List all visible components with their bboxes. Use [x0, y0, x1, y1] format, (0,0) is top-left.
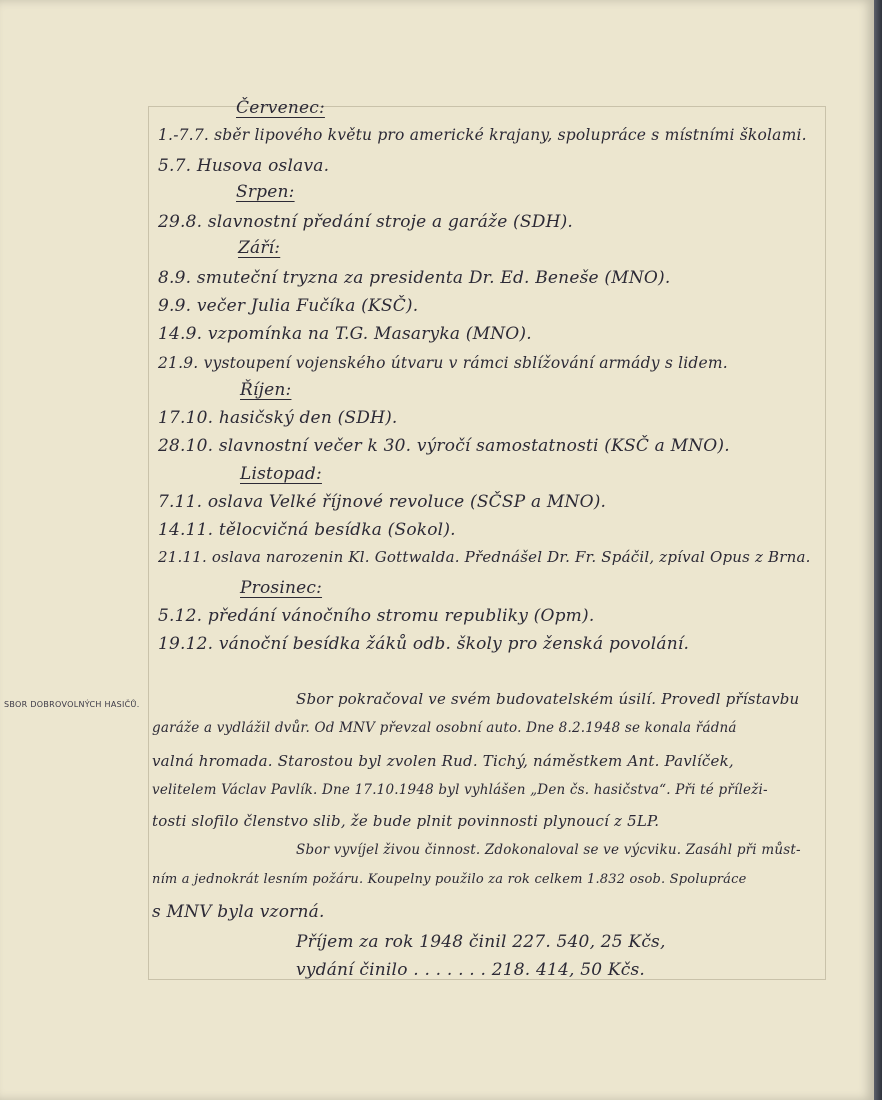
- binding-edge: [874, 0, 882, 1100]
- month-heading-cervenec: Červenec:: [236, 98, 325, 118]
- entry-line: 21.9. vystoupení vojenského útvaru v rámci sblížování armády s lidem.: [158, 354, 728, 372]
- entry-line: 17.10. hasičský den (SDH).: [158, 408, 398, 428]
- month-heading-srpen: Srpen:: [236, 182, 295, 202]
- expense-line: vydání činilo . . . . . . . 218. 414, 50 Kčs.: [296, 960, 645, 980]
- paragraph-line: garáže a vydlážil dvůr. Od MNV převzal osobní auto. Dne 8.2.1948 se konala řádná: [152, 720, 737, 736]
- entry-line: 14.11. tělocvičná besídka (Sokol).: [158, 520, 456, 540]
- entry-line: 5.12. předání vánočního stromu republiky (Opm).: [158, 606, 595, 626]
- paragraph-line: valná hromada. Starostou byl zvolen Rud. Tichý, náměstkem Ant. Pavlíček,: [152, 752, 734, 770]
- month-heading-prosinec: Prosinec:: [240, 578, 323, 598]
- entry-line: 21.11. oslava narozenin Kl. Gottwalda. Přednášel Dr. Fr. Spáčil, zpíval Opus z Brna.: [158, 548, 811, 566]
- entry-line: 9.9. večer Julia Fučíka (KSČ).: [158, 296, 419, 316]
- paragraph-line: tosti slofilo členstvo slib, že bude plnit povinnosti plynoucí z 5LP.: [152, 812, 660, 830]
- paragraph-line: velitelem Václav Pavlík. Dne 17.10.1948 byl vyhlášen „Den čs. hasičstva“. Při té příleži-: [152, 782, 768, 798]
- paragraph-line: ním a jednokrát lesním požáru. Koupelny použilo za rok celkem 1.832 osob. Spolupráce: [152, 872, 747, 887]
- paragraph-line: Sbor pokračoval ve svém budovatelském úsilí. Provedl přístavbu: [296, 690, 800, 708]
- margin-note: SBOR DOBROVOLNÝCH HASIČŮ.: [4, 700, 140, 709]
- month-heading-rijen: Říjen:: [240, 380, 292, 400]
- paragraph-line: Sbor vyvíjel živou činnost. Zdokonaloval se ve výcviku. Zasáhl při můst-: [296, 842, 801, 858]
- entry-line: 5.7. Husova oslava.: [158, 156, 330, 176]
- month-heading-zari: Září:: [238, 238, 281, 258]
- paragraph-line: s MNV byla vzorná.: [152, 902, 325, 922]
- month-heading-listopad: Listopad:: [240, 464, 322, 484]
- entry-line: 8.9. smuteční tryzna za presidenta Dr. Ed. Beneše (MNO).: [158, 268, 671, 288]
- income-line: Příjem za rok 1948 činil 227. 540, 25 Kčs,: [296, 932, 666, 952]
- entry-line: 1.-7.7. sběr lipového květu pro americké krajany, spolupráce s místními školami.: [158, 126, 807, 144]
- entry-line: 7.11. oslava Velké říjnové revoluce (SČSP a MNO).: [158, 492, 607, 512]
- entry-line: 28.10. slavnostní večer k 30. výročí samostatnosti (KSČ a MNO).: [158, 436, 730, 456]
- entry-line: 14.9. vzpomínka na T.G. Masaryka (MNO).: [158, 324, 532, 344]
- entry-line: 19.12. vánoční besídka žáků odb. školy pro ženská povolání.: [158, 634, 690, 654]
- entry-line: 29.8. slavnostní předání stroje a garáže (SDH).: [158, 212, 574, 232]
